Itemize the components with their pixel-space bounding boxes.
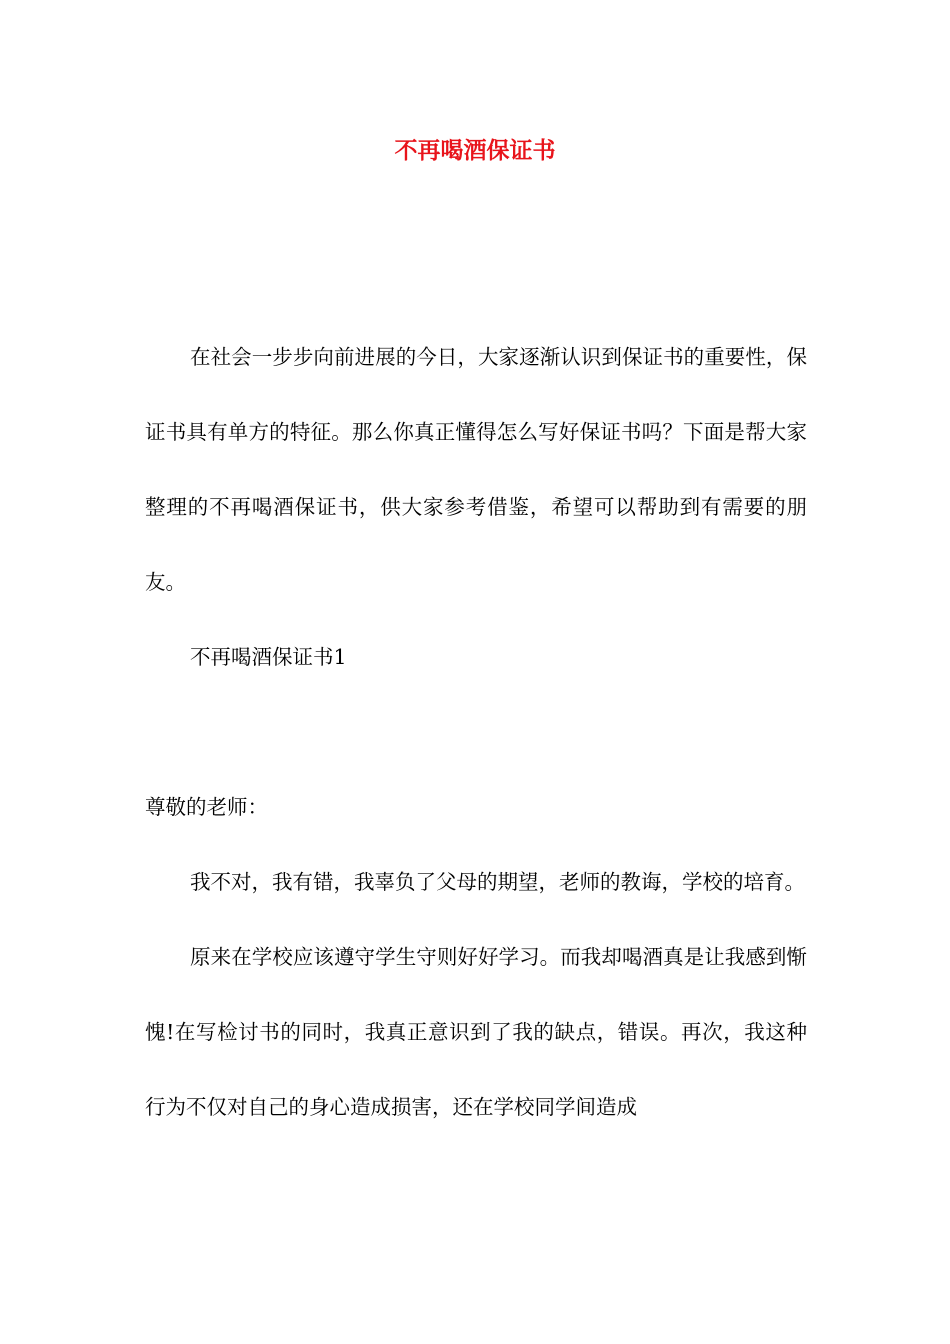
blank-line xyxy=(145,695,807,770)
section-heading: 不再喝酒保证书1 xyxy=(190,645,347,669)
intro-paragraph: 在社会一步步向前进展的今日，大家逐渐认识到保证书的重要性，保证书具有单方的特征。那么你真正懂得怎么写好保证书吗？下面是帮大家整理的不再喝酒保证书，供大家参考借鉴，希望可以帮助到有需要的朋友。 xyxy=(145,345,807,594)
document-body xyxy=(145,320,807,1145)
paragraph-reflection: 原来在学校应该遵守学生守则好好学习。而我却喝酒真是让我感到惭愧!在写检讨书的同时，我真正意识到了我的缺点，错误。再次，我这种行为不仅对自己的身心造成损害，还在学校同学间造成 xyxy=(145,945,807,1119)
paragraph-apology: 我不对，我有错，我辜负了父母的期望，老师的教诲，学校的培育。 xyxy=(190,870,805,894)
salutation: 尊敬的老师： xyxy=(145,795,268,819)
document-title: 不再喝酒保证书 xyxy=(394,137,556,164)
